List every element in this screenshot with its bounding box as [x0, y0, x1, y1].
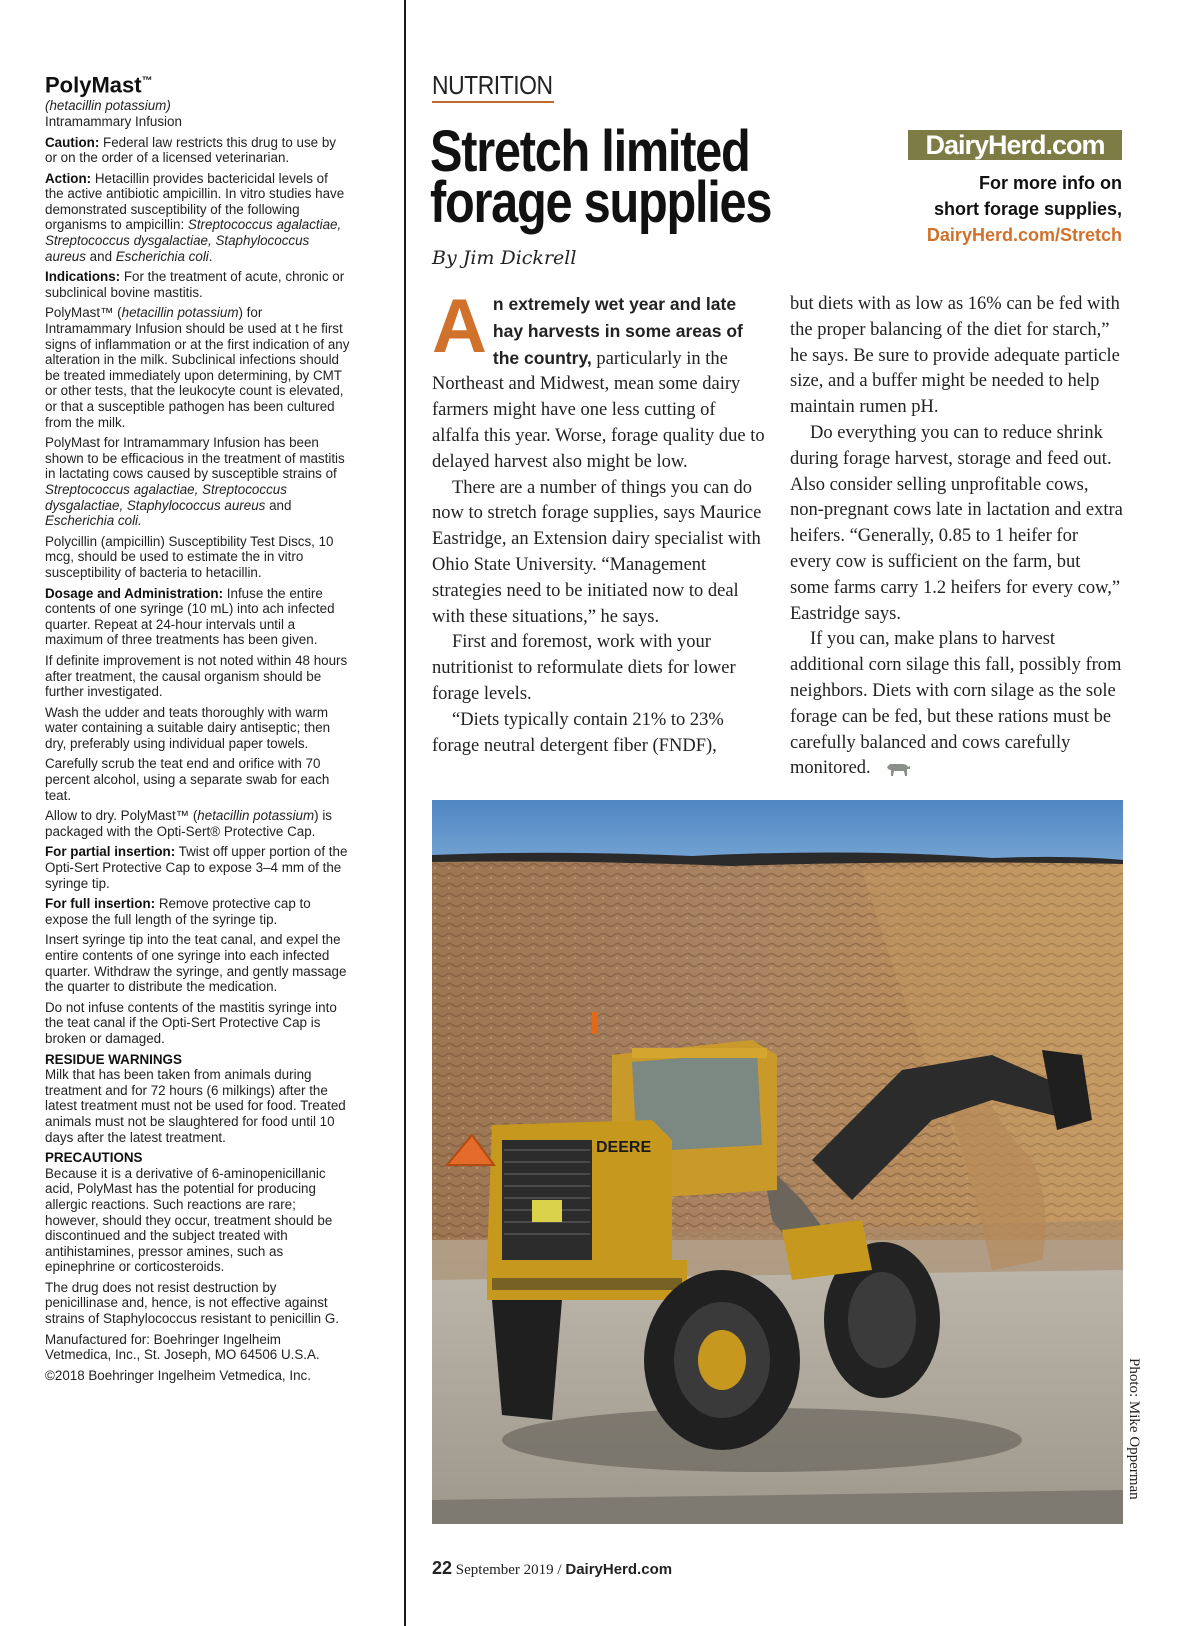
do-not-infuse-paragraph: Do not infuse contents of the mastitis syringe into the teat canal if the Opti-Sert Protective Cap is broken or damaged.: [45, 999, 337, 1046]
body-paragraph-4: “Diets typically contain 21% to 23% forage neutral detergent fiber (FNDF),: [432, 709, 724, 756]
loader-brand-text: DEERE: [596, 1139, 652, 1156]
drug-form: Intramammary Infusion: [45, 113, 182, 129]
precautions-paragraph: Because it is a derivative of 6-aminopenicillanic acid, PolyMast has the potential for producing allergic reactions. Such reactions are rare; however, should they occur, treatment should be discontinued and the subject treated with antihistamines, pressor amines, such as epinephrine or corticosteroids.: [45, 1165, 333, 1275]
dosage-paragraph: Dosage and Administration: Infuse the entire contents of one syringe (10 mL) into ach infected quarter. Repeat at 24-hour intervals until a maximum of three treatments has been given.: [45, 585, 335, 648]
page-footer: [432, 1558, 672, 1579]
penicillinase-paragraph: The drug does not resist destruction by penicillinase and, hence, is not effective against strains of Staphylococcus resistant to penicillin G.: [45, 1279, 339, 1327]
scrub-paragraph: Carefully scrub the teat end and orifice with 70 percent alcohol, using a separate swab for each teat.: [45, 756, 330, 803]
action-paragraph: Action: Hetacillin provides bactericidal levels of the active antibiotic ampicillin. In vitro studies have demonstrated susceptibility of the following organisms to ampicillin: Streptococcus agalactiae, Streptococcus dysgalactiae, Staphylococcus aureus and Escherichia coli.: [45, 170, 345, 264]
drug-label-column: [45, 68, 350, 1388]
residue-warnings-heading: RESIDUE WARNINGS: [45, 1051, 182, 1067]
promo-line-2: short forage supplies,: [933, 199, 1122, 219]
article-column-1: [432, 284, 765, 759]
lead-paragraph: An extremely wet year and late hay harvests in some areas of the country, particularly in the Northeast and Midwest, mean some dairy farmers might have one less cutting of alfalfa this year. Worse, forage quality due to delayed harvest also might be low.: [432, 284, 765, 472]
body-paragraph-2: There are a number of things you can do now to stretch forage supplies, says Maurice Eastridge, an Extension dairy specialist with Ohio State University. “Management strategies need to be initiated now to deal with these situations,” he says.: [432, 477, 762, 627]
copyright-paragraph: ©2018 Boehringer Ingelheim Vetmedica, Inc.: [45, 1367, 311, 1383]
efficacy-paragraph: PolyMast for Intramammary Infusion has been shown to be efficacious in the treatment of mastitis in lactating cows caused by susceptible strains of Streptococcus agalactiae, Streptococcus dysgalactiae, Staphylococcus aureus and Escherichia coli.: [45, 435, 345, 529]
caution-paragraph: Caution: Federal law restricts this drug to use by or on the order of a licensed veterinarian.: [45, 134, 336, 166]
issue-date: September 2019 /: [455, 1562, 562, 1578]
body-paragraph-3: First and foremost, work with your nutritionist to reformulate diets for lower forage levels.: [432, 632, 736, 704]
residue-warnings-paragraph: Milk that has been taken from animals during treatment and for 72 hours (6 milkings) after the latest treatment must not be used for food. Treated animals must not be slaughtered for food until 10 days after the latest treatment.: [45, 1067, 346, 1145]
indications-paragraph: Indications: For the treatment of acute, chronic or subclinical bovine mastitis.: [45, 269, 345, 300]
dry-paragraph: Allow to dry. PolyMast™ (hetacillin potassium) is packaged with the Opti-Sert® Protective Cap.: [45, 808, 333, 839]
body-paragraph-6: Do everything you can to reduce shrink during forage harvest, storage and feed out. Also consider selling unprofitable cows, non-pregnant cows late in lactation and extra heifers. “Generally, 0.85 to 1 heifer for every cow is sufficient on the farm, but some farms carry 1.2 heifers for every cow,” Eastridge says.: [790, 422, 1123, 624]
article-headline: Stretch limited forage supplies: [430, 119, 772, 235]
promo-line-1: For more info on: [979, 173, 1122, 193]
improvement-paragraph: If definite improvement is not noted within 48 hours after treatment, the causal organism should be further investigated.: [45, 652, 348, 700]
article-byline: By Jim Dickrell: [432, 247, 577, 269]
usage-paragraph: PolyMast™ (hetacillin potassium) for Intramammary Infusion should be used at t he first signs of inflammation or at the first indication of any alteration in the milk. Subclinical infections should be treated immediately upon determining, by CMT or other tests, that the leukocyte count is elevated, or that a susceptible pathogen has been cultured from the milk.: [45, 305, 350, 430]
drug-generic-name: (hetacillin potassium): [45, 98, 171, 114]
precautions-heading: PRECAUTIONS: [45, 1150, 143, 1166]
insert-paragraph: Insert syringe tip into the teat canal, and expel the entire contents of one syringe into each infected quarter. Withdraw the syringe, and gently massage the quarter to distribute the medication.: [45, 932, 347, 995]
full-insertion-paragraph: For full insertion: Remove protective cap to expose the full length of the syringe tip.: [45, 896, 311, 927]
dairyherd-logo: DairyHerd.com: [908, 130, 1122, 160]
section-label: NUTRITION: [432, 70, 553, 100]
partial-insertion-paragraph: For partial insertion: Twist off upper portion of the Opti-Sert Protective Cap to expose 3–4 mm of the syringe tip.: [45, 844, 348, 891]
section-underline: [432, 101, 554, 103]
lead-bold-text: n extremely wet year and late hay harvests in some areas of the country,: [492, 294, 743, 368]
photo-credit: Photo: Mike Opperman: [1126, 1358, 1142, 1500]
drug-title: PolyMast™: [45, 72, 153, 98]
body-paragraph-7: If you can, make plans to harvest additional corn silage this fall, possibly from neighbors. Diets with corn silage as the sole forage can be fed, but these rations must be carefully balanced and cows carefully monitored.: [790, 629, 1122, 779]
wash-paragraph: Wash the udder and teats thoroughly with warm water containing a suitable dairy antiseptic; then dry, preferably using individual paper towels.: [45, 704, 331, 751]
manufacturer-paragraph: Manufactured for: Boehringer Ingelheim Vetmedica, Inc., St. Joseph, MO 64506 U.S.A.: [45, 1331, 320, 1363]
test-discs-paragraph: Polycillin (ampicillin) Susceptibility Test Discs, 10 mcg, should be used to estimate the in vitro susceptibility of bacteria to hetacillin.: [45, 533, 334, 580]
footer-site: DairyHerd.com: [565, 1561, 673, 1578]
drop-cap: A: [432, 284, 487, 369]
promo-link[interactable]: DairyHerd.com/Stretch: [926, 225, 1122, 245]
cow-icon: [885, 761, 911, 777]
loader-photo-illustration: [432, 800, 1123, 1524]
page-number: 22: [432, 1558, 453, 1578]
article-photo: [432, 800, 1123, 1524]
promo-box: [862, 170, 1122, 248]
body-paragraph-5: but diets with as low as 16% can be fed with the proper balancing of the diet for starch,” he says. Be sure to provide adequate particle size, and a buffer might be needed to help maintain rumen pH.: [790, 294, 1120, 418]
article-column-2: [790, 292, 1123, 782]
column-divider: [404, 0, 406, 1626]
